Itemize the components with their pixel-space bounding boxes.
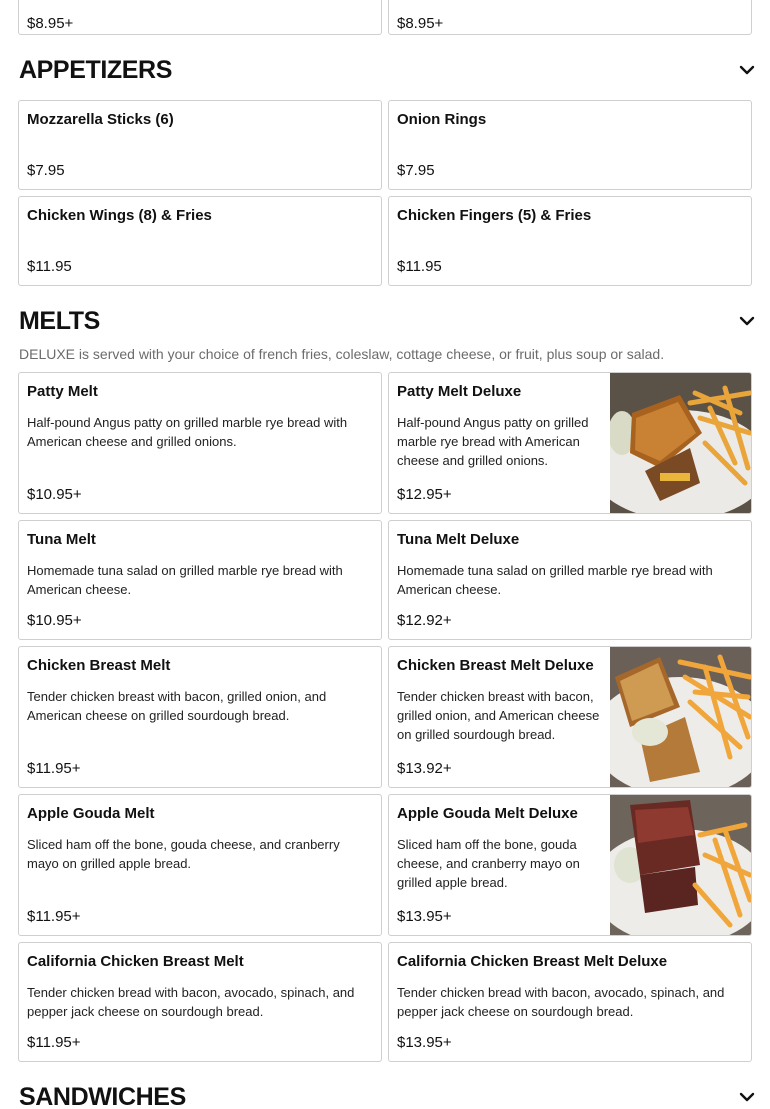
section-title: MELTS bbox=[19, 307, 100, 335]
section-title: SANDWICHES bbox=[19, 1083, 186, 1109]
item-description: Tender chicken breast with bacon, grilled onion, and American cheese on grilled sourdough bread. bbox=[397, 689, 600, 742]
menu-item-card[interactable] bbox=[388, 100, 752, 190]
item-price: $11.95 bbox=[397, 258, 442, 275]
item-price: $13.95+ bbox=[397, 908, 452, 925]
menu-item-card[interactable] bbox=[388, 646, 752, 788]
menu-item-card[interactable] bbox=[388, 794, 752, 936]
menu-item-card[interactable] bbox=[18, 794, 382, 936]
menu-item-card[interactable] bbox=[18, 520, 382, 640]
section-header-melts[interactable] bbox=[19, 306, 759, 336]
item-description: Sliced ham off the bone, gouda cheese, and cranberry mayo on grilled apple bread. bbox=[27, 837, 340, 871]
section-note: DELUXE is served with your choice of french fries, coleslaw, cottage cheese, or fruit, plus soup or salad. bbox=[19, 346, 665, 362]
item-name: Chicken Breast Melt Deluxe bbox=[397, 657, 594, 674]
menu-item-card[interactable] bbox=[18, 942, 382, 1062]
item-name: Onion Rings bbox=[397, 111, 487, 128]
chevron-down-icon[interactable] bbox=[739, 313, 755, 329]
menu-item-card[interactable] bbox=[18, 646, 382, 788]
item-price: $7.95 bbox=[27, 162, 65, 179]
item-price: $10.95+ bbox=[27, 612, 82, 629]
item-name: Tuna Melt Deluxe bbox=[397, 531, 520, 548]
apple-gouda-photo bbox=[610, 795, 751, 935]
item-price: $12.95+ bbox=[397, 486, 452, 503]
patty-melt-photo bbox=[610, 373, 751, 513]
item-name: Chicken Fingers (5) & Fries bbox=[397, 207, 592, 224]
item-name: Mozzarella Sticks (6) bbox=[27, 111, 174, 128]
item-price: $11.95+ bbox=[27, 1034, 81, 1051]
section-title: APPETIZERS bbox=[19, 56, 172, 84]
item-description: Sliced ham off the bone, gouda cheese, and cranberry mayo on grilled apple bread. bbox=[397, 837, 580, 890]
item-name: Apple Gouda Melt bbox=[27, 805, 155, 822]
menu-item-card[interactable] bbox=[388, 196, 752, 286]
item-price: $8.95+ bbox=[27, 15, 74, 32]
item-price: $11.95 bbox=[27, 258, 72, 275]
item-price: $12.92+ bbox=[397, 612, 452, 629]
item-description: Tender chicken bread with bacon, avocado, spinach, and pepper jack cheese on sourdough bread. bbox=[397, 985, 725, 1019]
item-name: Chicken Breast Melt bbox=[27, 657, 171, 674]
item-price: $10.95+ bbox=[27, 486, 82, 503]
chevron-down-icon[interactable] bbox=[739, 62, 755, 78]
item-name: California Chicken Breast Melt Deluxe bbox=[397, 953, 668, 970]
item-price: $7.95 bbox=[397, 162, 435, 179]
item-name: California Chicken Breast Melt bbox=[27, 953, 244, 970]
menu-item-card[interactable] bbox=[18, 0, 382, 35]
item-description: Half-pound Angus patty on grilled marble rye bread with American cheese and grilled onions. bbox=[27, 415, 348, 449]
menu-item-card[interactable] bbox=[388, 372, 752, 514]
section-header-sandwiches[interactable] bbox=[19, 1082, 759, 1109]
chevron-down-icon[interactable] bbox=[739, 1089, 755, 1105]
menu-item-card[interactable] bbox=[388, 942, 752, 1062]
item-name: Chicken Wings (8) & Fries bbox=[27, 207, 212, 224]
section-header-appetizers[interactable] bbox=[19, 55, 759, 85]
item-description: Half-pound Angus patty on grilled marble rye bread with American cheese and grilled onions. bbox=[397, 415, 589, 468]
menu-item-card[interactable] bbox=[18, 372, 382, 514]
menu-item-card[interactable] bbox=[388, 0, 752, 35]
item-description: Tender chicken breast with bacon, grilled onion, and American cheese on grilled sourdough bread. bbox=[27, 689, 327, 723]
item-price: $13.95+ bbox=[397, 1034, 452, 1051]
menu-item-card[interactable] bbox=[18, 196, 382, 286]
item-name: Patty Melt Deluxe bbox=[397, 383, 522, 400]
item-price: $11.95+ bbox=[27, 760, 81, 777]
item-description: Tender chicken bread with bacon, avocado, spinach, and pepper jack cheese on sourdough bread. bbox=[27, 985, 355, 1019]
item-description: Homemade tuna salad on grilled marble rye bread with American cheese. bbox=[397, 563, 713, 597]
item-price: $8.95+ bbox=[397, 15, 444, 32]
menu-item-card[interactable] bbox=[18, 100, 382, 190]
chicken-melt-photo bbox=[610, 647, 751, 787]
item-name: Apple Gouda Melt Deluxe bbox=[397, 805, 578, 822]
item-description: Homemade tuna salad on grilled marble rye bread with American cheese. bbox=[27, 563, 343, 597]
menu-item-card[interactable] bbox=[388, 520, 752, 640]
item-price: $13.92+ bbox=[397, 760, 452, 777]
item-price: $11.95+ bbox=[27, 908, 81, 925]
item-name: Patty Melt bbox=[27, 383, 98, 400]
item-name: Tuna Melt bbox=[27, 531, 96, 548]
